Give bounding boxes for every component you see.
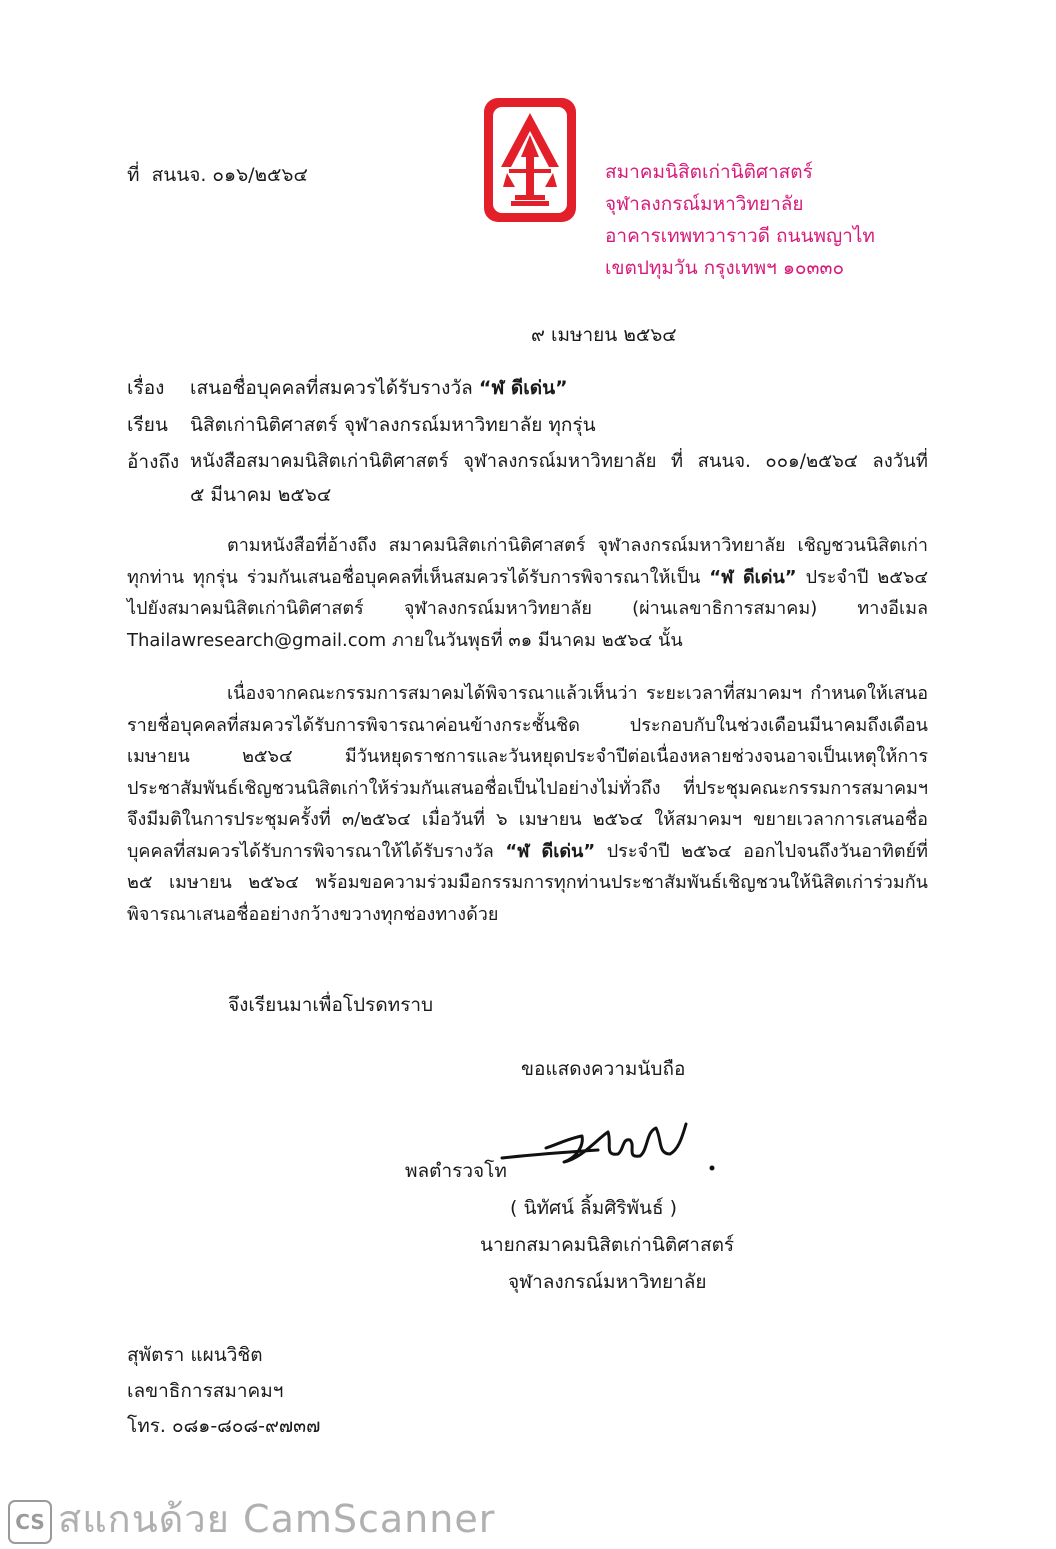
subject-label: เรื่อง bbox=[127, 377, 165, 399]
paragraph-text: ประจำปี ๒๕๖๔ ออกไปจนถึงวันอาทิตย์ที่ ๒๕ เมษายน ๒๕๖๔ พร้อมขอความร่วมมือกรรมการทุกท่านประชาสัมพันธ์เชิญชวนให้นิสิตเก่าร่วมกันพิจารณาเสนอชื่ออย่างกว้างขวางทุกช่องทางด้วย bbox=[127, 840, 928, 925]
paragraph-text: ตามหนังสือที่อ้างถึง สมาคมนิสิตเก่านิติศาสตร์ จุฬาลงกรณ์มหาวิทยาลัย เชิญชวนนิสิตเก่าทุกท่าน ทุกรุ่น ร่วมกันเสนอชื่อบุคคลที่เห็นสมควรได้รับการพิจารณาให้เป็น bbox=[127, 535, 928, 588]
association-address bbox=[605, 156, 875, 284]
regards: ขอแสดงความนับถือ bbox=[521, 1058, 686, 1080]
closing-text: จึงเรียนมาเพื่อโปรดทราบ bbox=[228, 994, 434, 1016]
subject-text bbox=[190, 373, 568, 403]
award-name: “ฬ ดีเด่น” bbox=[505, 840, 596, 862]
paragraph-text: ประจำปี ๒๕๖๔ ไปยังสมาคมนิสิตเก่านิติศาสตร์ จุฬาลงกรณ์มหาวิทยาลัย (ผ่านเลขาธิการสมาคม) ทางอีเมล Thailawresearch@gmail.com ภายในวันพุธที่ ๓๑ มีนาคม ๒๕๖๔ นั้น bbox=[127, 566, 928, 651]
reference-label: อ้างถึง bbox=[127, 451, 180, 473]
reference-line-2: ๕ มีนาคม ๒๕๖๔ bbox=[190, 484, 332, 506]
body-paragraph-1 bbox=[127, 530, 928, 656]
document-reference bbox=[127, 160, 308, 190]
paragraph-text: เนื่องจากคณะกรรมการสมาคมได้พิจารณาแล้วเห็นว่า ระยะเวลาที่สมาคมฯ กำหนดให้เสนอรายชื่อบุคคลที่สมควรได้รับการพิจารณาค่อนข้างกระชั้นชิด ประกอบกับในช่วงเดือนมีนาคมถึงเดือนเมษายน ๒๕๖๔ มีวันหยุดราชการและวันหยุดประจำปีต่อเนื่องหลายช่วงจนอาจเป็นเหตุให้การประชาสัมพันธ์เชิญชวนนิสิตเก่าให้ร่วมกันเสนอชื่อเป็นไปอย่างไม่ทั่วถึง ที่ประชุมคณะกรรมการสมาคมฯ จึงมีมติในการประชุมครั้งที่ ๓/๒๕๖๔ เมื่อวันที่ ๖ เมษายน ๒๕๖๔ ให้สมาคมฯ ขยายเวลาการเสนอชื่อบุคคลที่สมควรได้รับการพิจารณาให้ได้รับรางวัล bbox=[127, 683, 928, 862]
address-line: เขตปทุมวัน กรุงเทพฯ ๑๐๓๓๐ bbox=[605, 257, 845, 279]
recipient-label: เรียน bbox=[127, 414, 168, 436]
contact-name: สุพัตรา แผนวิชิต bbox=[127, 1344, 263, 1366]
camscanner-logo-icon: CS bbox=[8, 1500, 52, 1544]
contact-phone: โทร. ๐๘๑-๘๐๘-๙๗๓๗ bbox=[127, 1415, 321, 1437]
recipient-text: นิสิตเก่านิติศาสตร์ จุฬาลงกรณ์มหาวิทยาลัย ทุกรุ่น bbox=[190, 414, 596, 436]
reference-number: สนนจ. ๐๑๖/๒๕๖๔ bbox=[151, 164, 308, 186]
address-line: อาคารเทพทวาราวดี ถนนพญาไท bbox=[605, 225, 875, 247]
body-paragraph-2 bbox=[127, 678, 928, 930]
scanner-watermark: สแกนด้วย CamScanner bbox=[58, 1497, 496, 1541]
reference-number-label: ที่ bbox=[127, 164, 140, 186]
reference-line-1: หนังสือสมาคมนิสิตเก่านิติศาสตร์ จุฬาลงกรณ์มหาวิทยาลัย ที่ สนนจ. ๐๐๑/๒๕๖๔ ลงวันที่ bbox=[190, 451, 928, 472]
signatory-position: นายกสมาคมนิสิตเก่านิติศาสตร์ bbox=[480, 1234, 735, 1256]
signatory-rank: พลตำรวจโท bbox=[405, 1160, 507, 1182]
contact-position: เลขาธิการสมาคมฯ bbox=[127, 1380, 284, 1402]
handwritten-signature bbox=[498, 1110, 728, 1180]
letter-date: ๙ เมษายน ๒๕๖๔ bbox=[531, 324, 677, 346]
association-seal-icon bbox=[484, 98, 576, 222]
signatory-organization: จุฬาลงกรณ์มหาวิทยาลัย bbox=[508, 1271, 707, 1293]
subject-body: เสนอชื่อบุคคลที่สมควรได้รับรางวัล bbox=[190, 377, 473, 399]
signatory-name: ( นิทัศน์ ลิ้มศิริพันธ์ ) bbox=[510, 1197, 678, 1219]
award-name: “ฬ ดีเด่น” bbox=[478, 377, 568, 399]
award-name: “ฬ ดีเด่น” bbox=[709, 566, 797, 588]
address-line: สมาคมนิสิตเก่านิติศาสตร์ bbox=[605, 161, 813, 183]
address-line: จุฬาลงกรณ์มหาวิทยาลัย bbox=[605, 193, 804, 215]
